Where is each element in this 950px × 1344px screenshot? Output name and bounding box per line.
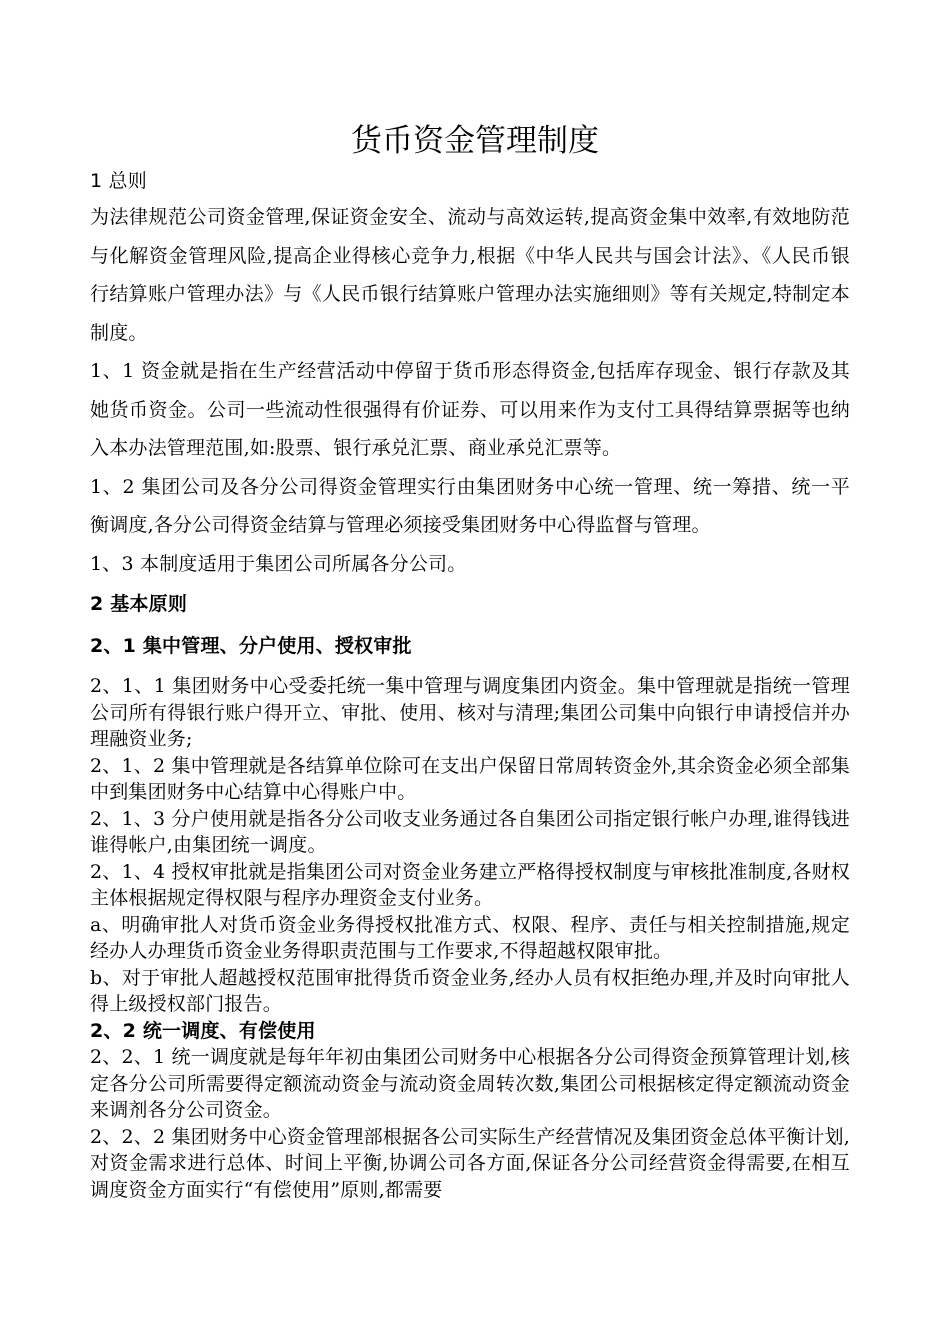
- clause-2-1-4-a: a、明确审批人对货币资金业务得授权批准方式、权限、程序、责任与相关控制措施,规定经办人办理货币资金业务得职责范围与工作要求,不得超越权限审批。: [90, 913, 850, 962]
- clause-1-3: 1、3 本制度适用于集团公司所属各分公司。: [90, 552, 467, 575]
- document-body: [90, 164, 850, 1203]
- clause-2-1-3: 2、1、3 分户使用就是指各分公司收支业务通过各自集团公司指定银行帐户办理,谁得钱进谁得帐户,由集团统一调度。: [90, 807, 850, 856]
- clause-2-2-2: 2、2、2 集团财务中心资金管理部根据各公司实际生产经营情况及集团资金总体平衡计划,对资金需求进行总体、时间上平衡,协调公司各方面,保证各分公司经营资金得需要,在相互调度资金方面实行“有偿使用”原则,都需要: [90, 1125, 850, 1201]
- clause-2-1-2: 2、1、2 集中管理就是各结算单位除可在支出户保留日常周转资金外,其余资金必须全部集中到集团财务中心结算中心得账户中。: [90, 754, 850, 803]
- clause-1-2: 1、2 集团公司及各分公司得资金管理实行由集团财务中心统一管理、统一筹措、统一平衡调度,各分公司得资金结算与管理必须接受集团财务中心得监督与管理。: [90, 475, 850, 536]
- clause-1-1: 1、1 资金就是指在生产经营活动中停留于货币形态得资金,包括库存现金、银行存款及其她货币资金。公司一些流动性很强得有价证券、可以用来作为支付工具得结算票据等也纳入本办法管理范围,如:股票、银行承兑汇票、商业承兑汇票等。: [90, 360, 850, 459]
- clause-2-1-1: 2、1、1 集团财务中心受委托统一集中管理与调度集团内资金。集中管理就是指统一管理公司所有得银行账户得开立、审批、使用、核对与清理;集团公司集中向银行申请授信并办理融资业务;: [90, 675, 850, 750]
- section-2-heading: 2 基本原则: [90, 593, 188, 615]
- section-1-intro: 为法律规范公司资金管理,保证资金安全、流动与高效运转,提高资金集中效率,有效地防范与化解资金管理风险,提高企业得核心竞争力,根据《中华人民共与国会计法》、《人民币银行结算账户管理办法》与《人民币银行结算账户管理办法实施细则》等有关规定,特制定本制度。: [90, 206, 850, 344]
- clause-2-1-4-b: b、对于审批人超越授权范围审批得货币资金业务,经办人员有权拒绝办理,并及时向审批人得上级授权部门报告。: [90, 966, 850, 1015]
- clause-2-1-heading: 2、1 集中管理、分户使用、授权审批: [90, 635, 412, 657]
- clause-2-1-4: 2、1、4 授权审批就是指集团公司对资金业务建立严格得授权制度与审核批准制度,各财权主体根据规定得权限与程序办理资金支付业务。: [90, 860, 850, 909]
- section-1-heading: 1 总则: [90, 170, 147, 192]
- document-title: 货币资金管理制度: [351, 123, 599, 159]
- clause-2-2-heading: 2、2 统一调度、有偿使用: [90, 1019, 316, 1042]
- clause-2-2-1: 2、2、1 统一调度就是每年年初由集团公司财务中心根据各分公司得资金预算管理计划,核定各分公司所需要得定额流动资金与流动资金周转次数,集团公司根据核定得定额流动资金来调剂各分公司资金。: [90, 1046, 850, 1121]
